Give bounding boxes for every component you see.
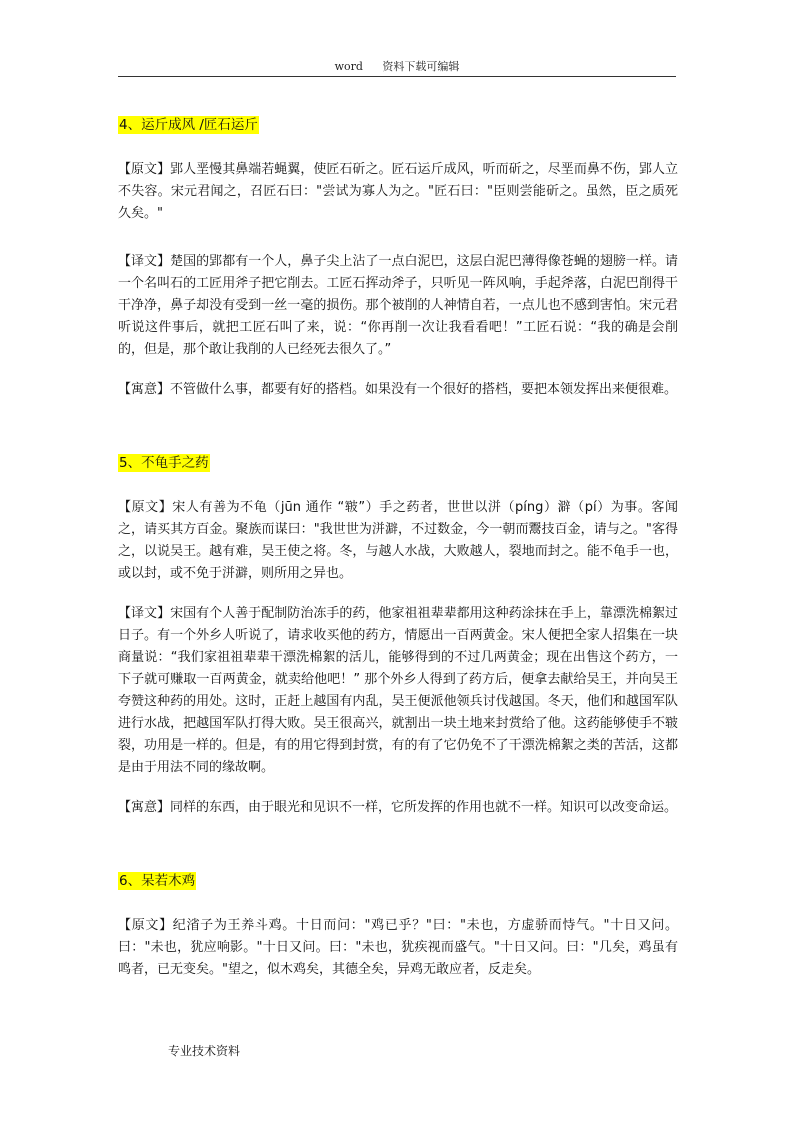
section-heading: 6、呆若木鸡 xyxy=(119,873,196,889)
moral-text: 【寓意】不管做什么事，都要有好的搭档。如果没有一个很好的搭档，要把本领发挥出来便很难。 xyxy=(118,382,678,397)
section-5 xyxy=(118,453,678,819)
section-heading: 5、不龟手之药 xyxy=(119,455,209,471)
original-text: 【原文】宋人有善为不龟（jūn 通作 “皲”）手之药者，世世以洴（píng）澼（pí）为事。客闻之，请买其方百金。聚族而谋曰："我世世为洴澼，不过数金，今一朝而鬻技百金，请与之。"客得之，以说吴王。越有难，吴王使之将。冬，与越人水战，大败越人，裂地而封之。能不龟手一也，或以封，或不免于洴澼，则所用之异也。 xyxy=(118,500,678,581)
original-text: 【原文】郢人垩慢其鼻端若蝇翼，使匠石斫之。匠石运斤成风，听而斫之，尽垩而鼻不伤，郢人立不失容。宋元君闻之，召匠石曰："尝试为寡人为之。"匠石曰："臣则尝能斫之。虽然，臣之质死久矣。" xyxy=(118,162,678,221)
section-4 xyxy=(118,115,678,401)
section-heading: 4、运斤成风 /匠石运斤 xyxy=(119,117,258,133)
moral-text: 【寓意】同样的东西，由于眼光和见识不一样，它所发挥的作用也就不一样。知识可以改变命运。 xyxy=(118,800,678,815)
page-footer: 专业技术资料 xyxy=(168,1044,241,1058)
section-6 xyxy=(118,871,678,981)
page-header xyxy=(118,58,676,77)
header-left: word xyxy=(334,60,363,73)
document-body xyxy=(118,115,678,981)
translation-text: 【译文】楚国的郢都有一个人，鼻子尖上沾了一点白泥巴，这层白泥巴薄得像苍蝇的翅膀一样。请一个名叫石的工匠用斧子把它削去。工匠石挥动斧子，只听见一阵风响，手起斧落，白泥巴削得干干净净，鼻子却没有受到一丝一毫的损伤。那个被削的人神情自若，一点儿也不感到害怕。宋元君听说这件事后，就把工匠石叫了来，说：“你再削一次让我看看吧！”工匠石说：“我的确是会削的，但是，那个敢让我削的人已经死去很久了。” xyxy=(118,254,678,357)
header-right: 资料下载可编辑 xyxy=(382,60,460,73)
original-text: 【原文】纪渻子为王养斗鸡。十日而问："鸡已乎？"曰："未也，方虚骄而恃气。"十日又问。曰："未也，犹应响影。"十日又问。曰："未也，犹疾视而盛气。"十日又问。曰："几矣，鸡虽有鸣者，已无变矣。"望之，似木鸡矣，其德全矣，异鸡无敢应者，反走矣。 xyxy=(118,918,678,977)
translation-text: 【译文】宋国有个人善于配制防治冻手的药，他家祖祖辈辈都用这种药涂抹在手上，靠漂洗棉絮过日子。有一个外乡人听说了，请求收买他的药方，情愿出一百两黄金。宋人便把全家人招集在一块商量说：“我们家祖祖辈辈干漂洗棉絮的活儿，能够得到的不过几两黄金；现在出售这个药方，一下子就可赚取一百两黄金，就卖给他吧！” 那个外乡人得到了药方后，便拿去献给吴王，并向吴王夸赞这种药的用处。这时，正赶上越国有内乱，吴王便派他领兵讨伐越国。冬天，他们和越国军队进行水战，把越国军队打得大败。吴王很高兴，就割出一块土地来封赏给了他。这药能够使手不皲裂，功用是一样的。但是，有的用它得到封赏，有的有了它仍免不了干漂洗棉絮之类的苦活，这都是由于用法不同的缘故啊。 xyxy=(118,606,678,775)
